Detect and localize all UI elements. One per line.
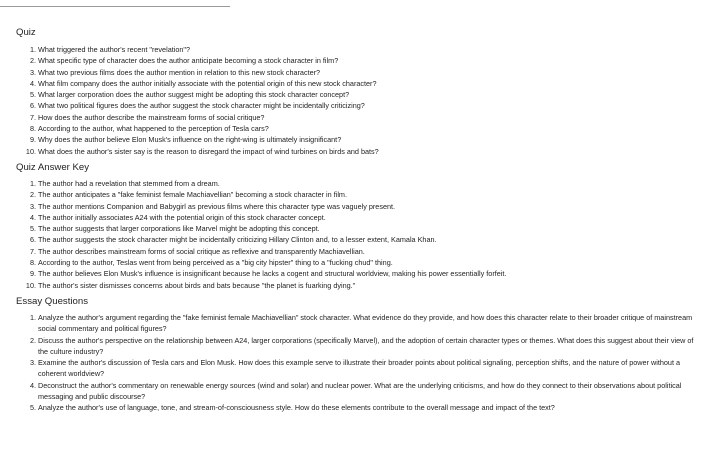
list-item: 5. Analyze the author's use of language, tone, and stream-of-consciousness style. How do these elements contribute to the overall message and impact of the text? [29,403,555,413]
list-item: 4. The author initially associates A24 with the potential origin of this stock character concept. [29,212,326,222]
list-item: 9. The author believes Elon Musk's influence is insignificant because he lacks a cogent and structural worldview, making his power essentially forfeit. [29,269,507,279]
essay-heading: Essay Questions [16,295,88,307]
top-divider [0,0,230,7]
list-item: 7. The author describes mainstream forms of social critique as reflexive and transparently Machiavellian. [29,246,365,256]
list-item: 1. Analyze the author's argument regarding the "fake feminist female Machiavellian" stock character. What evidence do they provide, and how does this character relate to their broader critique of mainstream social commentary and political figures? [29,312,693,334]
quiz-heading: Quiz [16,27,36,38]
list-item: 3. What two previous films does the author mention in relation to this new stock character? [29,67,321,77]
list-item: 1. What triggered the author's recent "revelation"? [29,45,191,54]
list-item: 1. The author had a revelation that stemmed from a dream. [29,178,220,188]
list-item: 6. What two political figures does the author suggest the stock character might be incidentally criticizing? [29,101,365,111]
list-item: 4. What film company does the author initially associate with the potential origin of this new stock character? [29,78,377,88]
list-item: 6. The author suggests the stock character might be incidentally criticizing Hillary Clinton and, to a lesser extent, Kamala Khan. [29,235,437,245]
list-item: 2. The author anticipates a "fake feminist female Machiavellian" becoming a stock character in film. [29,190,347,200]
list-item: 2. What specific type of character does the author anticipate becoming a stock character in film? [29,56,339,66]
list-item: 4. Deconstruct the author's commentary on renewable energy sources (wind and solar) and nuclear power. What are the underlying criticisms, and how do they connect to their observations about political messaging and public discourse? [29,380,682,402]
list-item: 5. What larger corporation does the author suggest might be adopting this stock character concept? [29,90,350,100]
list-item: 2. Discuss the author's perspective on the relationship between A24, larger corporations (specifically Marvel), and the adoption of certain character types or themes. What does this suggest about their view of the culture industry? [29,335,694,356]
answer-key-list [16,178,700,291]
list-item: 10. The author's sister dismisses concerns about birds and bats because "the planet is fuarking dying." [25,280,356,290]
list-item: 7. How does the author describe the mainstream forms of social critique? [29,112,265,122]
list-item: 8. According to the author, what happened to the perception of Tesla cars? [29,124,269,134]
document-body [16,26,700,414]
list-item: 10. What does the author's sister say is the reason to disregard the impact of wind turbines on birds and bats? [25,146,379,156]
list-item: 5. The author suggests that larger corporations like Marvel might be adopting this concept. [29,224,320,234]
answer-key-heading: Quiz Answer Key [16,161,90,173]
list-item: 9. Why does the author believe Elon Musk's influence on the right-wing is ultimately insignificant? [29,135,342,145]
list-item: 8. According to the author, Teslas went from being perceived as a "big city hipster" thing to a "fucking chud" thing. [29,258,393,268]
quiz-list [16,44,700,157]
list-item: 3. Examine the author's discussion of Tesla cars and Elon Musk. How does this example serve to illustrate their broader points about political signaling, perception shifts, and the nature of power without a coherent worldview? [29,358,681,379]
list-item: 3. The author mentions Companion and Babygirl as previous films where this character type was vaguely present. [29,201,396,211]
essay-list [16,312,700,414]
